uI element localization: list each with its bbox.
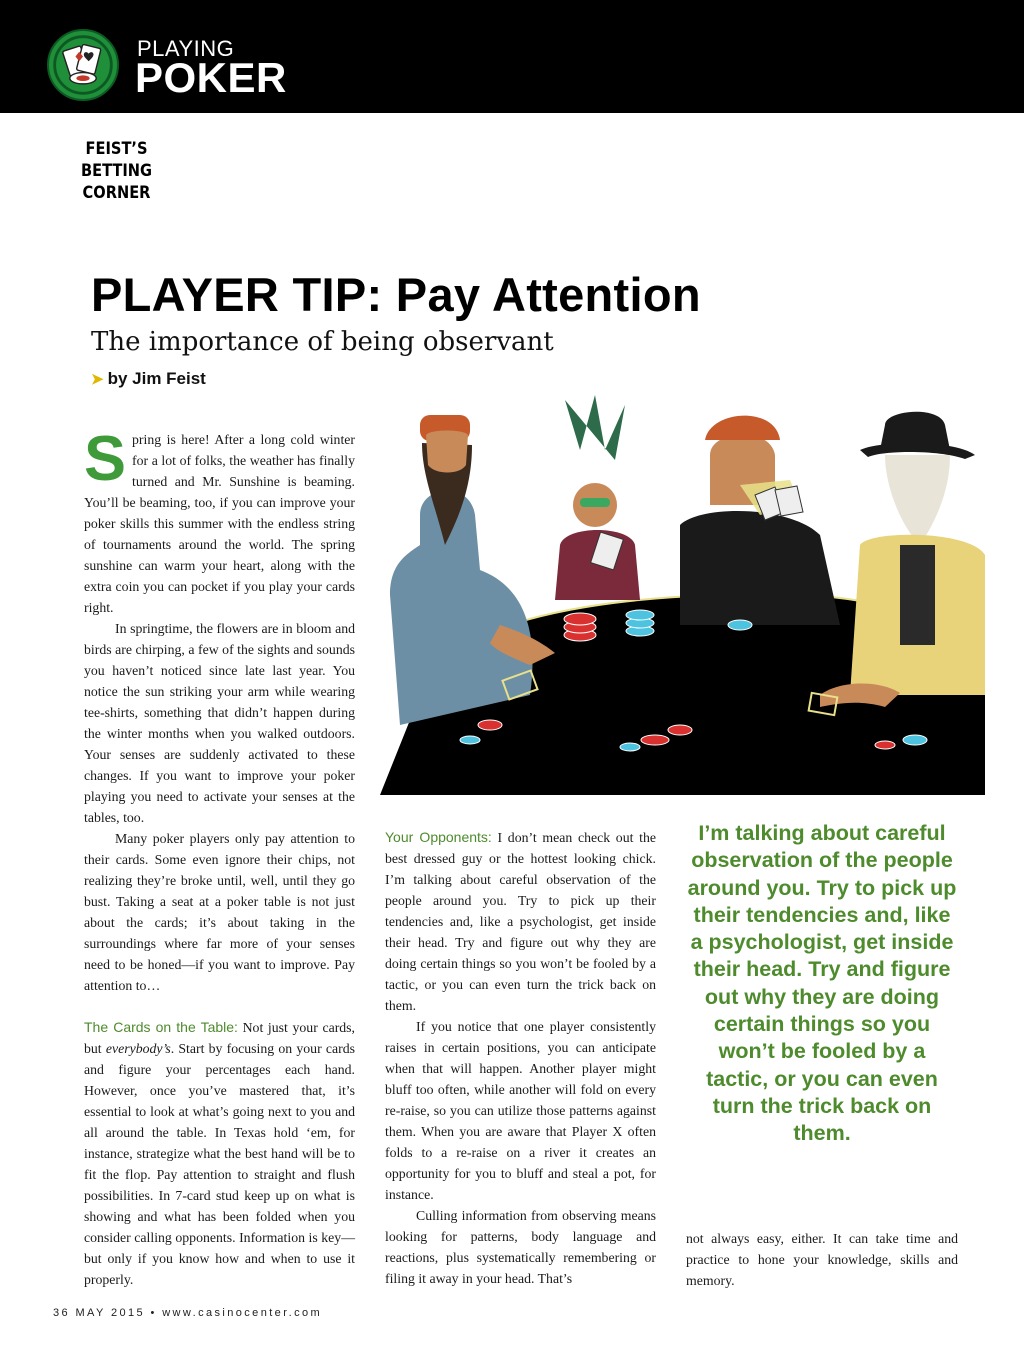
page-folio: 36 MAY 2015 • www.casinocenter.com (53, 1307, 323, 1319)
article-dek: The importance of being observant (91, 327, 554, 357)
subhead-cards-on-table: The Cards on the Table: (84, 1019, 238, 1035)
poker-logo-icon (47, 29, 119, 101)
poker-players-illustration (380, 395, 985, 795)
body-paragraph: In springtime, the flowers are in bloom and birds are chirping, a few of the sights and sounds you haven’t noticed since late last year. You notice the sun striking your arm while wearing tee-shirts, something that didn’t happen during the winter months when you walked outdoors. Your senses are suddenly activated to these changes. If you want to improve your poker playing you need to activate your senses at the tables, too. (84, 621, 355, 825)
column-label-line2: BETTING CORNER (80, 161, 153, 203)
body-paragraph: not always easy, either. It can take time and practice to hone your knowledge, skills and memory. (686, 1231, 958, 1288)
drop-cap: S (84, 424, 127, 494)
body-paragraph: The Cards on the Table: Not just your cards, but everybody’s. Start by focusing on your cards and figure your percentages each hand. However, once you’ve mastered that, it’s essential to look at what’s going next to you and all around the table. In Texas hold ‘em, for instance, strategize what the best hand will be to fit the flop. Pay attention to straight and flush possibilities. In 7-card stud keep up on what is showing and what has been folded when you consider calling opponents. Information is key—but only if you know how and when to use it properly. (84, 1019, 356, 1287)
byline-text: by Jim Feist (107, 369, 206, 388)
pull-quote: I’m talking about careful observation of the people around you. Try to pick up their tendencies and, like a psychologist, get inside their head. Try and figure out why they are doing certain things so you won’t be fooled by a tactic, or you can even turn the trick back on them. (687, 821, 957, 1146)
body-paragraph: Many poker players only pay attention to their cards. Some even ignore their chips, not realizing they’re broke until, well, until they go bust. Taking a seat at a poker table is not just about the cards; it’s about taking in the surroundings where far more of your senses need to be honed—if you want to improve. Pay attention to… (84, 831, 355, 993)
byline-arrow-icon: ➤ (91, 371, 104, 388)
body-column-2 (385, 827, 656, 1289)
section-kicker: PLAYING (137, 36, 235, 61)
section-header (0, 0, 1024, 113)
article-byline (91, 369, 206, 389)
column-label-line1: FEIST’S (85, 139, 148, 159)
body-column-1 (84, 424, 356, 1290)
body-column-3 (686, 1228, 958, 1291)
body-paragraph: Culling information from observing means looking for patterns, body language and reactions, plus systematically remembering or filing it away in your head. That’s (385, 1208, 656, 1286)
subhead-your-opponents: Your Opponents: (385, 829, 492, 845)
body-paragraph: Spring is here! After a long cold winter for a lot of folks, the weather has finally turned and Mr. Sunshine is beaming. You’ll be beaming, too, if you can improve your poker skills this summer with the endless string of tournaments around the world. The spring sunshine can warm your heart, along with the extra coin you can pocket if you play your cards right. (84, 424, 355, 615)
section-title: POKER (135, 54, 287, 101)
body-paragraph: If you notice that one player consistently raises in certain positions, you can anticipate when that will happen. Another player might bluff too often, while another will fold on every re-raise, so you can utilize those patterns against them. When you are aware that Player X often folds to a re-raise on a river it creates an opportunity for you to bluff and steal a pot, for instance. (385, 1019, 656, 1202)
body-paragraph: Your Opponents: I don’t mean check out the best dressed guy or the hottest looking chick. I’m talking about careful observation of the people around you. Try to pick up their tendencies and, like a psychologist, get inside their head. Try and figure out why they are doing certain things so you won’t be fooled by a tactic, or you can even turn the trick back on them. (385, 829, 656, 1013)
column-label (52, 138, 181, 204)
article-headline: PLAYER TIP: Pay Attention (91, 268, 701, 321)
